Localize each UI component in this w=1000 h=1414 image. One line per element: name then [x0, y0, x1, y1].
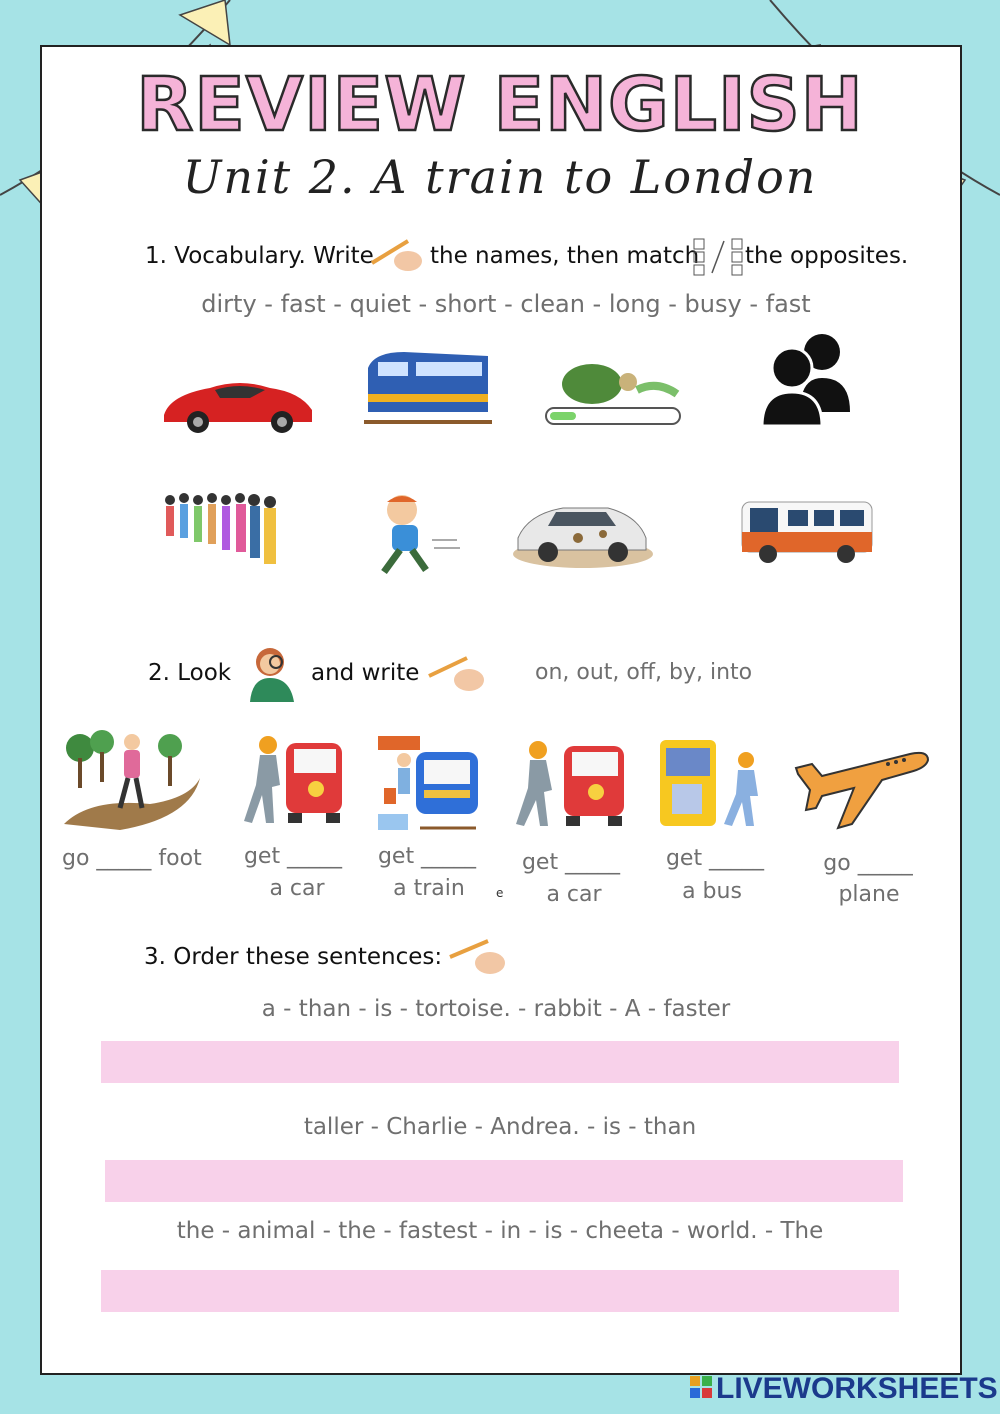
running-boy-icon — [362, 490, 462, 578]
sentence-1: a - than - is - tortoise. - rabbit - A - faster — [261, 996, 731, 1022]
caption-5-line1: get _____ — [665, 846, 765, 871]
caption-2-line2: a car — [269, 876, 325, 901]
answer-field-3[interactable] — [101, 1270, 899, 1312]
walking-girl-icon — [60, 728, 202, 832]
section1-word-bank: dirty - fast - quiet - short - clean - long - busy - fast — [201, 290, 811, 318]
stray-letter: e — [496, 886, 504, 900]
caption-3-line2: a train — [393, 876, 465, 901]
pencil-hand-icon-3 — [446, 935, 508, 977]
caption-2-line1: get _____ — [243, 844, 343, 869]
caption-4-line1: get _____ — [521, 850, 621, 875]
tortoise-icon — [542, 350, 684, 430]
section1-heading-part1: 1. Vocabulary. Write — [145, 243, 374, 269]
get-on-train-icon — [376, 732, 480, 832]
pencil-hand-icon — [368, 233, 426, 277]
plane-icon — [792, 738, 932, 832]
sports-car-icon — [160, 370, 316, 435]
dirty-car-icon — [508, 494, 654, 572]
section1-heading-part2: the names, then match — [430, 243, 700, 269]
section3-heading: 3. Order these sentences: — [144, 944, 443, 970]
sentence-2: taller - Charlie - Andrea. - is - than — [303, 1114, 697, 1140]
liveworksheets-logo-icon — [690, 1376, 714, 1402]
section1-heading-part3: the opposites. — [745, 243, 909, 269]
get-out-car-icon — [510, 738, 626, 830]
queue-icon — [160, 488, 290, 578]
pencil-hand-icon-2 — [425, 652, 487, 696]
caption-4-line2: a car — [546, 882, 602, 907]
get-in-car-icon — [230, 735, 344, 827]
page-subtitle: Unit 2. A train to London — [182, 150, 818, 204]
page-title: REVIEW ENGLISH — [136, 62, 864, 148]
section2-heading-part2: and write — [311, 660, 420, 686]
caption-6-line2: plane — [838, 882, 900, 907]
sentence-3: the - animal - the - fastest - in - is - cheeta - world. - The — [176, 1218, 824, 1244]
train-icon — [364, 352, 492, 422]
bus-icon — [738, 496, 876, 568]
liveworksheets-brand[interactable]: LIVEWORKSHEETS — [716, 1372, 998, 1405]
get-off-bus-icon — [656, 736, 774, 832]
caption-1-line1: go _____ foot — [62, 846, 202, 871]
look-girl-icon — [244, 644, 298, 704]
section2-heading-part1: 2. Look — [148, 660, 232, 686]
match-icon — [692, 237, 746, 277]
caption-5-line2: a bus — [682, 879, 742, 904]
answer-field-1[interactable] — [101, 1041, 899, 1083]
caption-3-line1: get _____ — [377, 844, 477, 869]
section2-word-bank: on, out, off, by, into — [535, 660, 753, 685]
answer-field-2[interactable] — [105, 1160, 903, 1202]
caption-6-line1: go _____ — [823, 851, 913, 876]
people-icon — [760, 330, 852, 428]
